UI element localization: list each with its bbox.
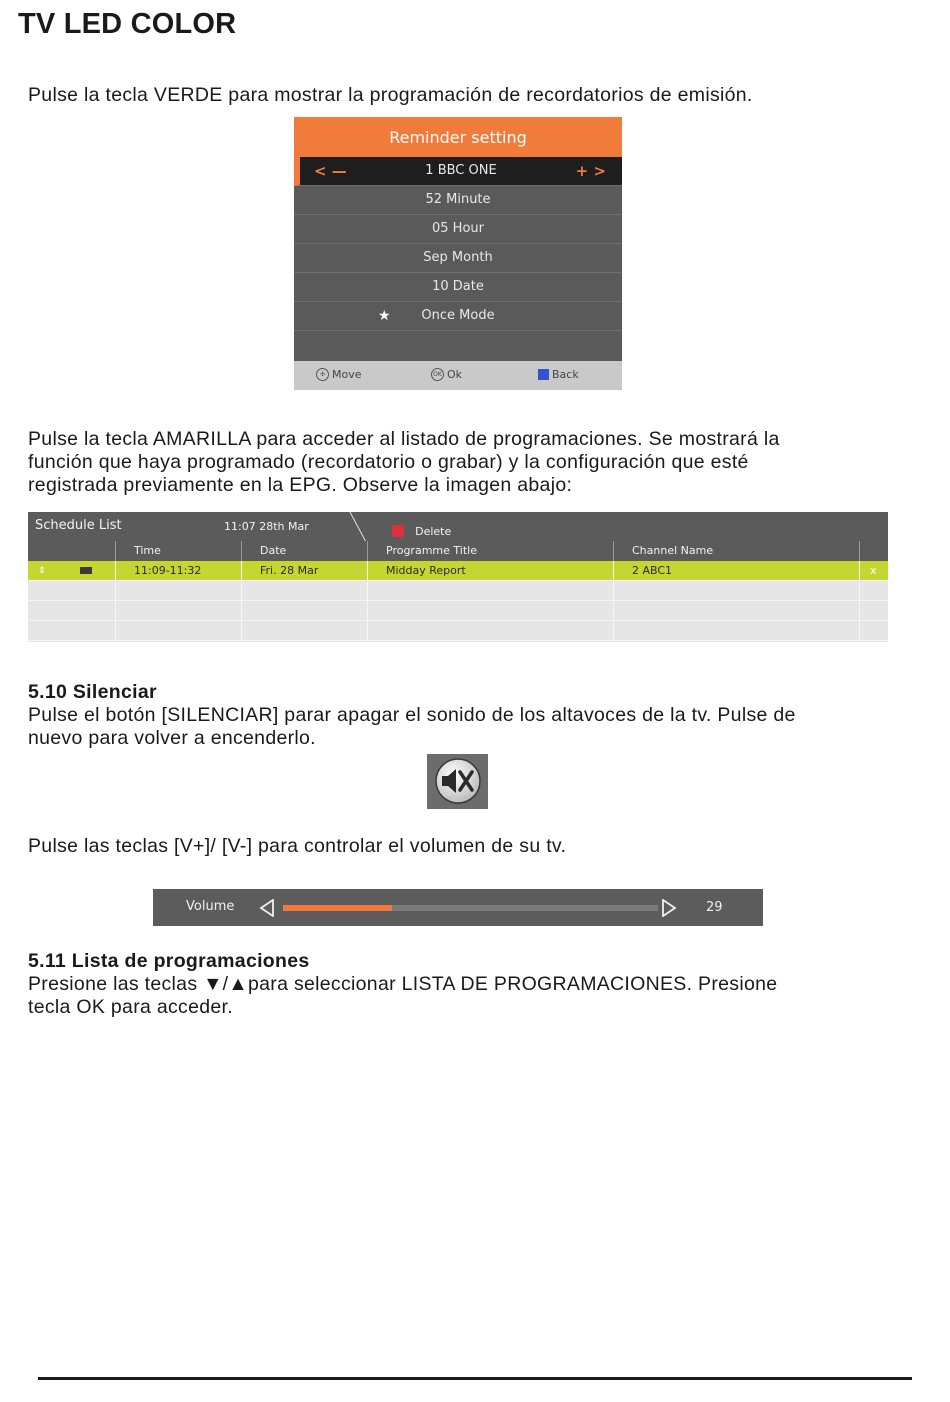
paragraph-line: Pulse el botón [SILENCIAR] parar apagar el sonido de los altavoces de la tv. Pulse de [28,704,796,726]
reminder-setting-panel [294,117,622,390]
row-time: 11:09-11:32 [115,561,241,580]
reminder-row-label: 52 Minute [425,192,491,207]
reminder-row-minute[interactable] [294,186,622,215]
reminder-row-label: 1 BBC ONE [425,163,497,178]
schedule-datetime: 11:07 28th Mar [224,520,309,533]
reminder-row-label: 10 Date [432,279,484,294]
back-hint [538,368,579,381]
paragraph-line: Presione las teclas ▼/▲para seleccionar LISTA DE PROGRAMACIONES. Presione [28,973,778,995]
red-key-icon [392,525,404,537]
reminder-row-hour[interactable] [294,215,622,244]
column-header-time: Time [115,541,241,561]
reminder-row-mode[interactable] [294,302,622,331]
schedule-title: Schedule List [35,518,122,533]
move-label: Move [332,368,362,381]
paragraph-line: Pulse la tecla AMARILLA para acceder al listado de programaciones. Se mostrará la [28,428,780,450]
delete-label: Delete [415,525,452,538]
column-header-channel: Channel Name [613,541,859,561]
ok-icon: OK [431,368,444,381]
paragraph-mute [28,704,796,750]
table-row[interactable] [28,561,888,581]
table-row [28,621,888,641]
record-icon [80,567,92,574]
volume-down-icon[interactable] [259,899,275,917]
move-icon: ✣ [316,368,329,381]
row-date: Fri. 28 Mar [241,561,367,580]
reminder-row-label: Once Mode [421,308,495,323]
row-channel: 2 ABC1 [613,561,859,580]
schedule-list-panel [28,512,888,642]
page-title: TV LED COLOR [18,8,237,40]
updown-icon: ⇕ [38,566,46,576]
column-header-title: Programme Title [367,541,613,561]
star-icon: ★ [378,308,391,324]
column-header-action [859,541,888,561]
paragraph-volume: Pulse las teclas [V+]/ [V-] para controlar el volumen de su tv. [28,835,567,857]
ok-label: Ok [447,368,463,381]
mute-icon [427,754,488,809]
tab-divider [346,512,368,542]
schedule-column-headers [28,541,888,561]
reminder-footer [294,361,622,390]
reminder-row-date[interactable] [294,273,622,302]
paragraph-green-key: Pulse la tecla VERDE para mostrar la programación de recordatorios de emisión. [28,84,753,106]
volume-bar [153,889,763,926]
remove-icon[interactable]: x [859,561,888,580]
volume-value: 29 [706,900,723,915]
section-heading-schedule: 5.11 Lista de programaciones [28,950,310,972]
table-row [28,581,888,601]
reminder-row-label: 05 Hour [432,221,484,236]
volume-slider[interactable] [283,905,658,911]
right-arrow-icon[interactable]: + > [575,162,606,180]
row-title: Midday Report [367,561,613,580]
ok-hint [431,368,462,381]
paragraph-yellow-key [28,428,780,497]
paragraph-schedule [28,973,777,1019]
schedule-header-bar [28,512,888,541]
volume-up-icon[interactable] [661,899,677,917]
blue-key-icon [538,369,549,380]
paragraph-line: tecla OK para acceder. [28,996,233,1018]
paragraph-line: nuevo para volver a encenderlo. [28,727,316,749]
reminder-title: Reminder setting [294,117,622,157]
table-row [28,601,888,621]
move-hint [316,368,362,381]
section-heading-mute: 5.10 Silenciar [28,681,157,703]
back-label: Back [552,368,579,381]
reminder-row-channel[interactable] [294,157,622,186]
reminder-row-label: Sep Month [423,250,493,265]
volume-level-fill [283,905,392,911]
paragraph-line: función que haya programado (recordatorio o grabar) y la configuración que esté [28,451,749,473]
left-arrow-icon[interactable]: < — [314,162,347,180]
paragraph-line: registrada previamente en la EPG. Observe la imagen abajo: [28,474,573,496]
volume-label: Volume [186,899,235,914]
footer-rule [38,1377,912,1380]
column-header-date: Date [241,541,367,561]
delete-hint [392,520,451,539]
reminder-row-month[interactable] [294,244,622,273]
